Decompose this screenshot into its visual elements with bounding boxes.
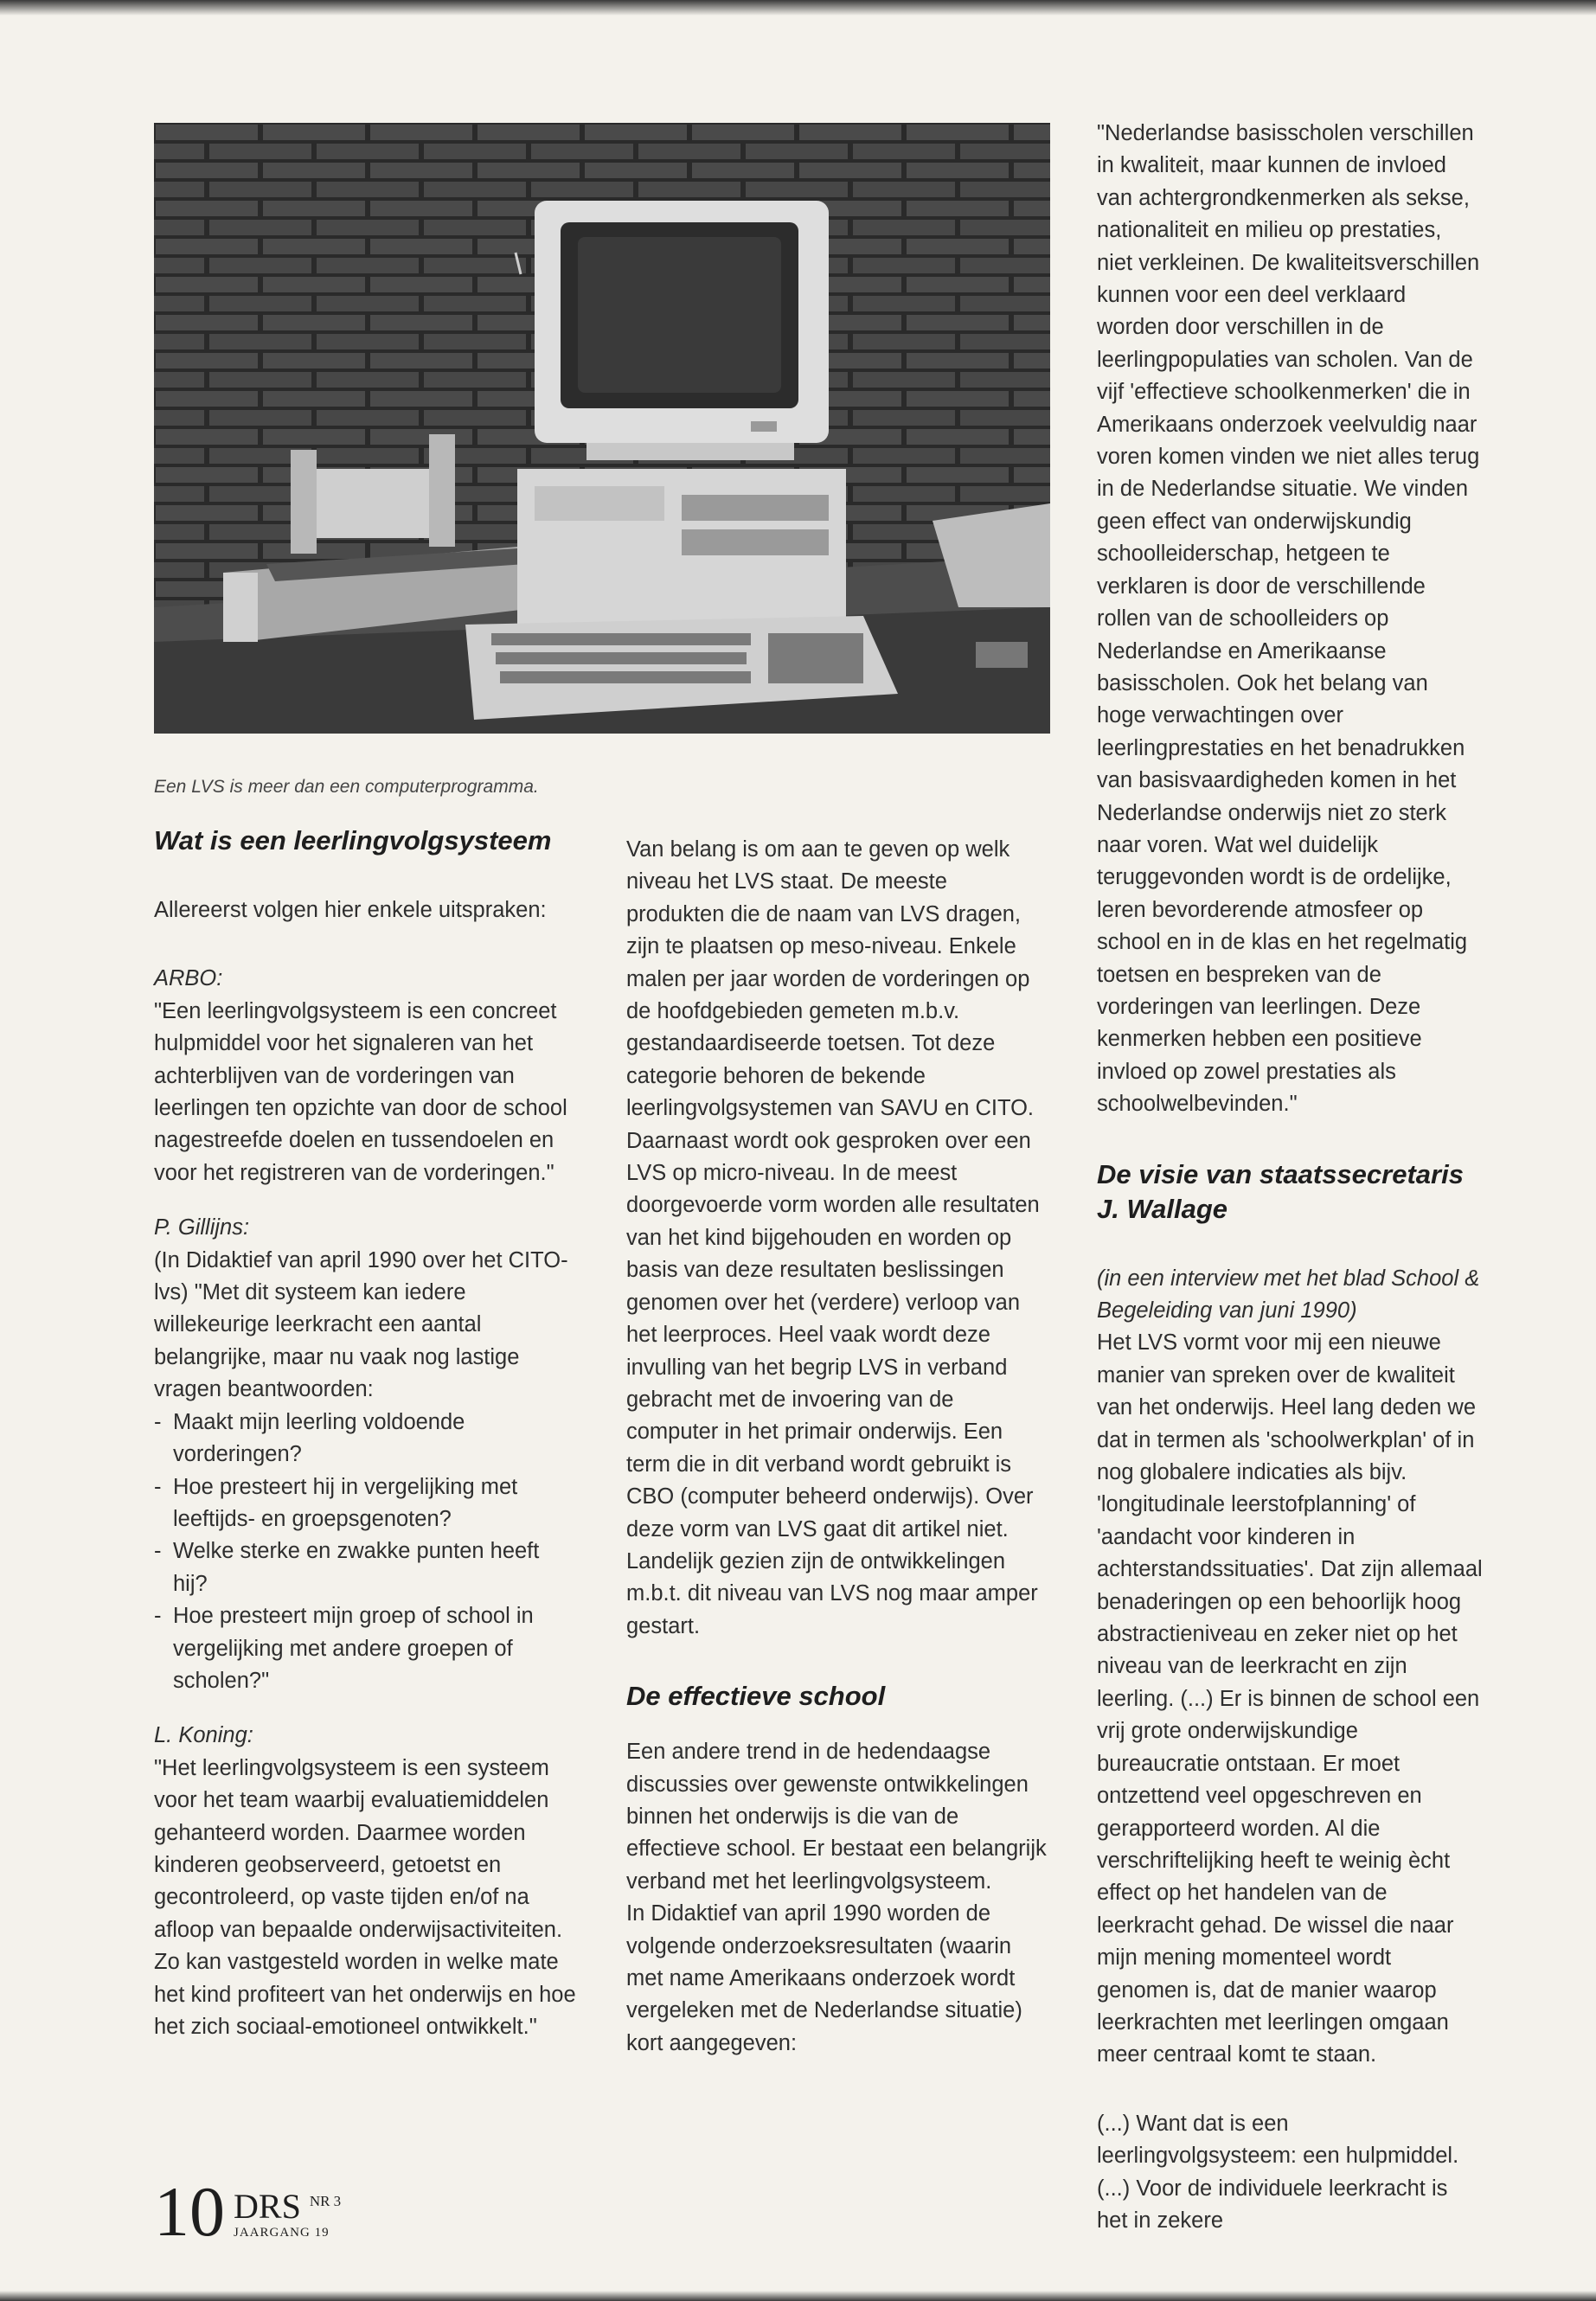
interview-source: (in een interview met het blad School & Begeleiding van juni 1990) [1097,1266,1480,1323]
scan-top-edge [0,0,1596,16]
article-column-1 [154,824,578,2043]
article-column-3 [1097,118,1483,2237]
magazine-name: DRS [234,2187,301,2226]
page-number: 10 [154,2172,225,2251]
paragraph-wallage-visie: Het LVS vormt voor mij een nieuwe manier van spreken over de kwaliteit van het onderwijs. Heel lang deden we dat in termen als 'schoolwerkplan' of in nog globalere indicaties als bijv. 'longitudinale leerstofplanning' of 'aandacht voor kinderen in achterstandssituaties'. Dat zijn allemaal benaderingen op een behoorlijk hoog abstractieniveau en zeker niet op het niveau van de leerkracht en zijn leerling. (...) Er is binnen de school een vrij grote onderwijskundige bureaucratie ontstaan. Er moet ontzettend veel opgeschreven en gerapporteerd worden. Al die verschriftelijking heeft te weinig ècht effect op het handelen van de leerkracht gehad. De wissel die naar mijn mening momenteel wordt genomen is, dat de manier waarop leerkrachten met leerlingen omgaan meer centraal komt te staan. [1097,1330,1483,2067]
paragraph-hulpmiddel: (...) Want dat is een leerlingvolgsysteem: een hulpmiddel. (...) Voor de individuele leerkracht is het in zekere [1097,2111,1459,2233]
paragraph-effectieve-school: Een andere trend in de hedendaagse discussies over gewenste ontwikkelingen binnen het onderwijs is die van de effectieve school. Er bestaat een belangrijk verband met het leerlingvolgsysteem. [626,1740,1047,1894]
issue-number: NR 3 [309,2193,342,2209]
section-heading-wallage: De visie van staatssecretaris J. Wallage [1097,1158,1464,1224]
quote-gillijns: (In Didaktief van april 1990 over het CITO-lvs) "Met dit systeem kan iedere willekeurige leerkracht een aantal belangrijke, maar nu vaak nog lastige vragen beantwoorden: [154,1247,568,1402]
volume-label: JAARGANG 19 [234,2226,330,2240]
question-list-item: - Hoe presteert hij in vergelijking met leeftijds- en groepsgenoten? [154,1474,518,1531]
question-list-item: - Welke sterke en zwakke punten heeft hij? [154,1539,540,1596]
question-list-item: - Hoe presteert mijn groep of school in vergelijking met andere groepen of scholen?" [154,1604,534,1693]
article-column-2 [626,834,1050,2060]
paragraph-didaktief-resultaten: In Didaktief van april 1990 worden de volgende onderzoeksresultaten (waarin met name Amerikaans onderzoek wordt vergeleken met de Nederlandse situatie) kort aangegeven: [626,1901,1022,2055]
quote-source-koning: L. Koning: [154,1723,253,1748]
article-photo-computer [154,123,1050,734]
page-footer [154,2172,342,2251]
quote-onderzoeksresultaten: "Nederlandse basisscholen verschillen in kwaliteit, maar kunnen de invloed van achtergrondkenmerken als sekse, nationaliteit en milieu op prestaties, niet verkleinen. De kwaliteitsverschillen kunnen voor een deel verklaard worden door verschillen in de leerlingpopulaties van scholen. Van de vijf 'effectieve schoolkenmerken' die in Amerikaans onderzoek veelvuldig naar voren komen vinden we niet alles terug in de Nederlandse situatie. We vinden geen effect van onderwijskundig schoolleiderschap, hetgeen te verklaren is door de verschillende rollen van de schoolleiders op Nederlandse en Amerikaanse basisscholen. Ook het belang van hoge verwachtingen over leerlingprestaties en het benadrukken van basisvaardigheden komen in het Nederlandse onderwijs niet zo sterk naar voren. Wat wel duidelijk teruggevonden wordt is de ordelijke, leren bevorderende atmosfeer op school en in de klas en het regelmatig toetsen en bespreken van de vorderingen van leerlingen. Deze kenmerken hebben een positieve invloed op zowel prestaties als schoolwelbevinden." [1097,121,1480,1117]
question-list-item: - Maakt mijn leerling voldoende vorderingen? [154,1409,465,1467]
photo-caption: Een LVS is meer dan een computerprogramma. [154,777,539,797]
quote-source-gillijns: P. Gillijns: [154,1215,250,1240]
intro-paragraph: Allereerst volgen hier enkele uitspraken: [154,898,547,922]
scan-bottom-edge [0,2291,1596,2301]
quote-arbo: "Een leerlingvolgsysteem is een concreet hulpmiddel voor het signaleren van het achterblijven van de vorderingen van leerlingen ten opzichte van door de school nagestreefde doelen en tussendoelen en voor het registreren van de vorderingen." [154,998,567,1185]
quote-koning: "Het leerlingvolgsysteem is een systeem voor het team waarbij evaluatiemiddelen gehanteerd worden. Daarmee worden kinderen geobserveerd, getoetst en gecontroleerd, op vaste tijden en/of na afloop van bepaalde onderwijsactiviteiten. Zo kan vastgesteld worden in welke mate het kind profiteert van het onderwijs en hoe het zich sociaal-emotioneel ontwikkelt." [154,1755,576,2039]
magazine-masthead [234,2189,341,2242]
section-heading-leerlingvolgsysteem: Wat is een leerlingvolgsysteem [154,825,552,856]
quote-source-arbo: ARBO: [154,966,223,991]
paragraph-lvs-niveau: Van belang is om aan te geven op welk niveau het LVS staat. De meeste produkten die de naam van LVS dragen, zijn te plaatsen op meso-niveau. Enkele malen per jaar worden de vorderingen op de hoofdgebieden gemeten m.b.v. gestandaardiseerde toetsen. Tot deze categorie behoren de bekende leerlingvolgsystemen van SAVU en CITO. Daarnaast wordt ook gesproken over een LVS op micro-niveau. In de meest doorgevoerde vorm worden alle resultaten van het kind bijgehouden en worden op basis van deze resultaten beslissingen genomen over het (verdere) verloop van het leerproces. Heel vaak wordt deze invulling van het begrip LVS in verband gebracht met de invoering van de computer in het primair onderwijs. Een term die in dit verband wordt gebruikt is CBO (computer beheerd onderwijs). Over deze vorm van LVS gaat dit artikel niet. Landelijk gezien zijn de ontwikkelingen m.b.t. dit niveau van LVS nog maar amper gestart. [626,837,1040,1638]
section-heading-effectieve-school: De effectieve school [626,1681,886,1712]
